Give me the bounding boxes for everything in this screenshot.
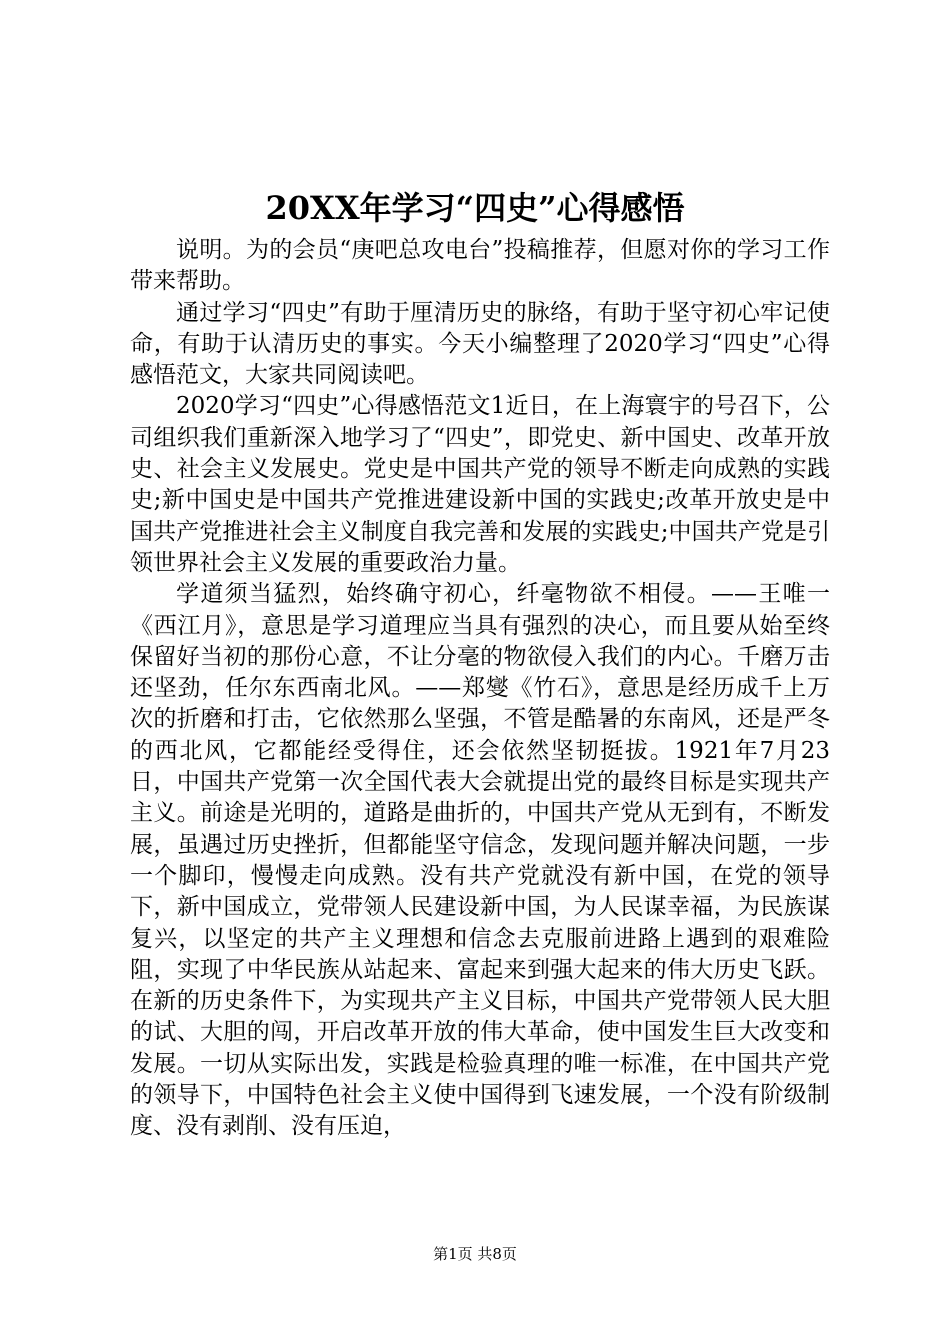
page-number-footer: 第1页 共8页 <box>433 1245 517 1263</box>
document-title: 20XX年学习“四史”心得感悟 <box>265 189 685 227</box>
paragraph-essay-body: 学道须当猛烈，始终确守初心，纤毫物欲不相侵。——王唯一《西江月》，意思是学习道理应当具有强烈的决心，而且要从始至终保留好当初的那份心意，不让分毫的物欲侵入我们的内心。千磨万击还坚劲，任尔东西南北风。——郑燮《竹石》，意思是经历成千上万次的折磨和打击，它依然那么坚强，不管是酷暑的东南风，还是严冬的西北风，它都能经受得住，还会依然坚韧挺拔。1921年7月23日，中国共产党第一次全国代表大会就提出党的最终目标是实现共产主义。前途是光明的，道路是曲折的，中国共产党从无到有，不断发展，虽遇过历史挫折，但都能坚守信念，发现问题并解决问题，一步一个脚印，慢慢走向成熟。没有共产党就没有新中国，在党的领导下，新中国成立，党带领人民建设新中国，为人民谋幸福，为民族谋复兴，以坚定的共产主义理想和信念去克服前进路上遇到的艰难险阻，实现了中华民族从站起来、富起来到强大起来的伟大历史飞跃。在新的历史条件下，为实现共产主义目标，中国共产党带领人民大胆的试、大胆的闯，开启改革开放的伟大革命，使中国发生巨大改变和发展。一切从实际出发，实践是检验真理的唯一标准，在中国共产党的领导下，中国特色社会主义使中国得到飞速发展，一个没有阶级制度、没有剥削、没有压迫， <box>130 581 830 1140</box>
paragraph-intro: 通过学习“四史”有助于厘清历史的脉络，有助于坚守初心牢记使命，有助于认清历史的事实。今天小编整理了2020学习“四史”心得感悟范文，大家共同阅读吧。 <box>130 299 830 389</box>
paragraph-note: 说明。为的会员“庚吧总攻电台”投稿推荐，但愿对你的学习工作带来帮助。 <box>130 237 830 295</box>
paragraph-essay-opening: 2020学习“四史”心得感悟范文1近日，在上海寰宇的号召下，公司组织我们重新深入地学习了“四史”，即党史、新中国史、改革开放史、社会主义发展史。党史是中国共产党的领导不断走向成熟的实践史;新中国史是中国共产党推进建设新中国的实践史;改革开放史是中国共产党推进社会主义制度自我完善和发展的实践史;中国共产党是引领世界社会主义发展的重要政治力量。 <box>130 393 830 576</box>
document-body <box>130 235 830 1143</box>
